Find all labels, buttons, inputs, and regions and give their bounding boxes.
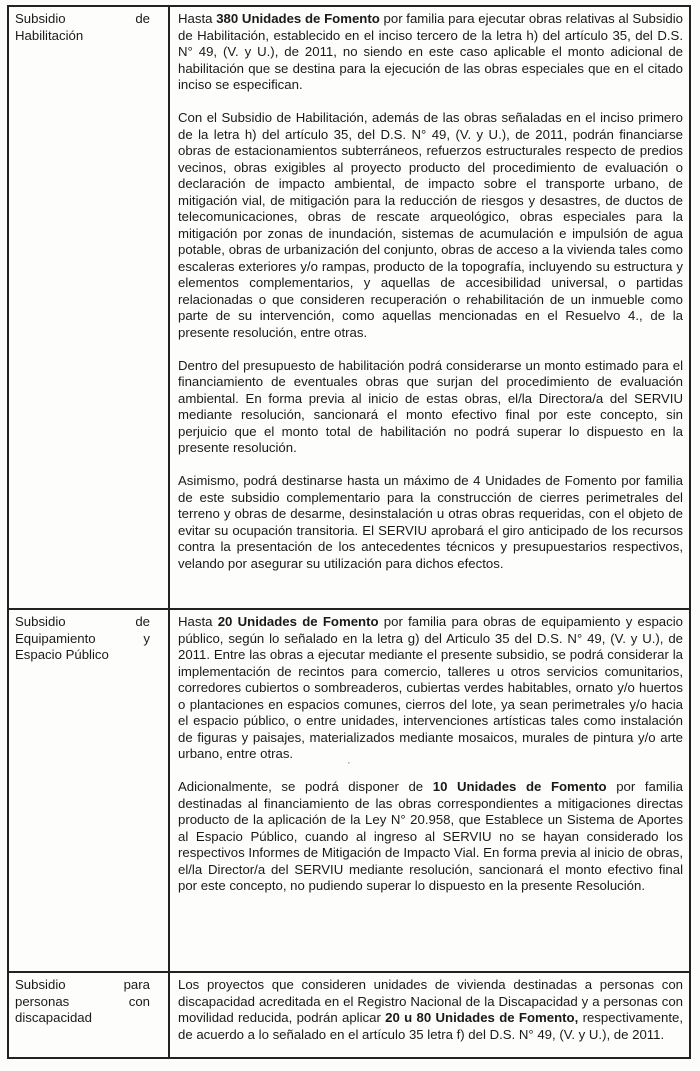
text-run: Adicionalmente, se podrá disponer de xyxy=(178,779,433,794)
paragraph xyxy=(178,11,683,94)
paragraph xyxy=(178,358,683,457)
bold-text-run: 20 Unidades de Fomento xyxy=(217,614,379,629)
text-run: Con el Subsidio de Habilitación, además de las obras señaladas en el inciso primero de la letra h) del artículo 35, del D.S. N° 49, (V. y U.), de 2011, podrán financiarse obras de estacionamientos subterráneos, refuerzos estructurales respecto de predios vecinos, obras exigibles al proyecto producto del procedimiento de evaluación o declaración de impacto ambiental, de impacto sobre el transporte urbano, de mitigación vial, de mitigación para la reducción de riesgos y desastres, de ductos de telecomunicaciones, obras de rescate arqueológico, obras especiales para la mitigación por zonas de inundación, sistemas de acumulación e impulsión de agua potable, obras de urbanización del conjunto, obras de acceso a la vivienda tales como escaleras exteriores y/o rampas, producto de la topografía, incluyendo su estructura y elementos complementarios, y aquellas de accesibilidad universal, o partidas relacionadas o que consideren recuperación o rehabilitación de un inmueble como parte de su intervención, como aquellas mencionadas en el Resuelvo 4., de la presente resolución, entre otras. xyxy=(178,110,683,340)
text-run: respectivamente, de acuerdo a lo señalado en el artículo 35 letra f) del D.S. N° 49, (V. y U.), de 2011. xyxy=(178,1010,683,1042)
text-run: Dentro del presupuesto de habilitación podrá considerarse un monto estimado para el financiamiento de eventuales obras que surjan del procedimiento de evaluación ambiental. En forma previa al inicio de estas obras, el/la Directora/a del SERVIU mediante resolución, sancionará el monto efectivo final por este concepto, sin perjuicio que el monto total de habilitación no podrá superar lo dispuesto en la presente resolución. xyxy=(178,357,683,455)
row-content-cell xyxy=(170,610,689,971)
text-run: por familia destinadas al financiamiento de las obras correspondientes a mitigaciones directas producto de la aplicación de la Ley N° 20.958, que Establece un Sistema de Aportes al Espacio Público, cuando al ingreso al SERVIU no se hayan considerado los respectivos Informes de Mitigación de Impacto Vial. En forma previa al inicio de obras, el/la Director/a del SERVIU mediante resolución, sancionará el monto efectivo final por este concepto, no pudiendo superar lo dispuesto en la presente Resolución. xyxy=(178,779,683,893)
paragraph xyxy=(178,779,683,895)
text-run: Asimismo, podrá destinarse hasta un máximo de 4 Unidades de Fomento por familia de este subsidio complementario para la construcción de cierres perimetrales del terreno y obras de desarme, desinstalación u otras obras requeridas, con el objeto de evitar su ocupación transitoria. El SERVIU aprobará el giro anticipado de los recursos contra la presentación de los antecedentes técnicos y presupuestarios respectivos, velando por asegurar su utilización para dichos efectos. xyxy=(178,473,683,571)
text-run: Hasta xyxy=(178,11,217,26)
scan-artifact-dot: · xyxy=(347,757,351,769)
row-label: Subsidio de Habilitación xyxy=(15,11,150,43)
bold-text-run: 20 u 80 Unidades de Fomento, xyxy=(385,1010,579,1025)
row-content-cell xyxy=(170,973,689,1057)
row-label-cell xyxy=(9,610,170,971)
text-run: Los proyectos que consideren unidades de vivienda destinadas a personas con discapacidad acreditada en el Registro Nacional de la Discapacidad y a personas con movilidad reducida, podrán aplicar xyxy=(178,977,683,1025)
bold-text-run: 10 Unidades de Fomento xyxy=(432,779,607,794)
bold-text-run: 380 Unidades de Fomento xyxy=(216,11,380,26)
text-run: por familia para obras de equipamiento y espacio público, según lo señalado en la letra g) del Articulo 35 del D.S. N° 49, (V. y U.), de 2011. Entre las obras a ejecutar mediante el presente subsidio, se podrá considerar la implementación de recintos para comercio, talleres u otros servicios comunitarios, corredores cubiertos o sombreaderos, cubiertas verdes habitables, ornato y/o huertos o plantaciones en espacios comunes, cierros del lote, ya sean perimetrales y/o hacia el espacio público, o entre unidades, intervenciones artísticas tales como instalación de figuras y paisajes, materializados mediante mosaicos, murales de pintura y/o arte urbano, entre otras. xyxy=(178,614,683,761)
text-run: Hasta xyxy=(178,614,218,629)
paragraph xyxy=(178,473,683,572)
text-run: por familia para ejecutar obras relativas al Subsidio de Habilitación, establecido en el inciso tercero de la letra h) del artículo 35, del D.S. N° 49, (V. y U.), de 2011, no siendo en este caso aplicable el monto adicional de habilitación que se destina para la ejecución de las obras especiales que en el citado inciso se especifican. xyxy=(178,11,684,92)
table-row xyxy=(9,7,689,610)
row-label: Subsidio para personas con discapacidad xyxy=(15,977,150,1025)
row-label: Subsidio de Equipamiento y Espacio Público xyxy=(15,614,150,662)
table-row xyxy=(9,973,689,1057)
table-row xyxy=(9,610,689,973)
subsidies-table xyxy=(7,5,691,1059)
paragraph xyxy=(178,110,683,341)
paragraph xyxy=(178,614,683,763)
row-label-cell xyxy=(9,973,170,1057)
row-label-cell xyxy=(9,7,170,608)
paragraph xyxy=(178,977,683,1043)
row-content-cell xyxy=(170,7,689,608)
